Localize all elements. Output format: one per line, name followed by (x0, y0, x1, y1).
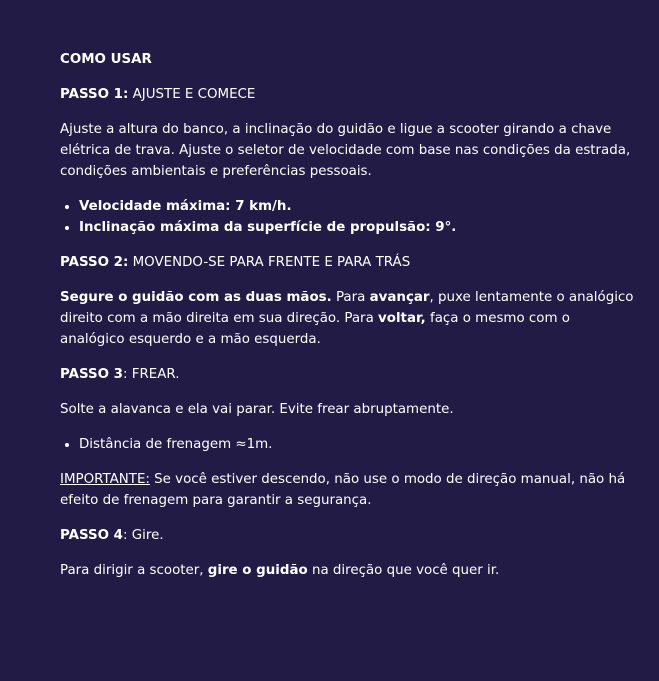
important-label: IMPORTANTE: (60, 472, 150, 487)
list-item: • Distância de frenagem ≈1m. (79, 434, 635, 455)
step1-bullet-list (60, 196, 635, 238)
step3-bullet-list (60, 434, 635, 455)
step1-heading (60, 84, 635, 105)
step1-body: Ajuste a altura do banco, a inclinação do guidão e ligue a scooter girando a chave elétrica de trava. Ajuste o seletor de velocidade com base nas condições da estrada, condições ambientais e preferências pessoais. (60, 122, 631, 179)
page-title: COMO USAR (60, 52, 152, 67)
step2-heading (60, 252, 635, 273)
step1-label: PASSO 1: (60, 87, 129, 102)
step2-heading-text: MOVENDO-SE PARA FRENTE E PARA TRÁS (128, 255, 411, 270)
step3-label: PASSO 3 (60, 367, 123, 382)
step1-heading-text: AJUSTE E COMECE (128, 87, 256, 102)
step3-heading-text: : FREAR. (123, 367, 180, 382)
step3-heading (60, 364, 635, 385)
step2-body: Segure o guidão com as duas mãos. Para avançar, puxe lentamente o analógico direito com a mão direita em sua direção. Para voltar, faça o mesmo com o analógico esquerdo e a mão esquerda. (60, 290, 634, 347)
step3-body: Solte a alavanca e ela vai parar. Evite frear abruptamente. (60, 402, 454, 417)
list-item: • Inclinação máxima da superfície de propulsão: 9°. (79, 217, 635, 238)
step4-label: PASSO 4 (60, 528, 123, 543)
important-note: IMPORTANTE: Se você estiver descendo, não use o modo de direção manual, não há efeito de frenagem para garantir a segurança. (60, 472, 626, 508)
instructions-content (60, 49, 635, 595)
step2-label: PASSO 2: (60, 255, 129, 270)
step4-body: Para dirigir a scooter, gire o guidão na direção que você quer ir. (60, 563, 500, 578)
list-item: • Velocidade máxima: 7 km/h. (79, 196, 635, 217)
step4-heading-text: : Gire. (123, 528, 164, 543)
step4-heading (60, 525, 635, 546)
